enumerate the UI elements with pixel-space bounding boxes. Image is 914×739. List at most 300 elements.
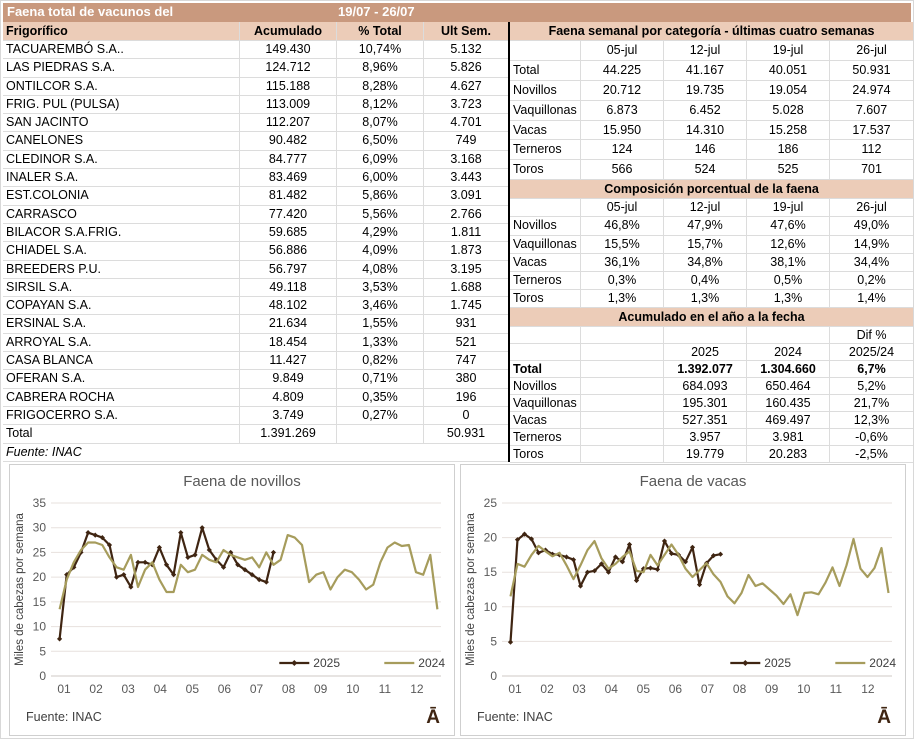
table-cell: 1.304.660	[747, 361, 830, 377]
composition-table	[510, 199, 913, 308]
y-tick-label: 15	[483, 565, 497, 580]
series-marker	[93, 533, 98, 538]
table-cell: 4.627	[450, 78, 482, 93]
table-cell: 5,56%	[337, 206, 424, 223]
table-cell: FRIGOCERRO S.A.	[3, 407, 240, 424]
table-cell: 34,4%	[853, 254, 890, 269]
y-tick-label: 15	[32, 594, 46, 609]
table-cell: BREEDERS P.U.	[3, 261, 240, 278]
table-cell: 0,82%	[337, 352, 424, 369]
x-tick-label: 05	[185, 682, 200, 696]
table-cell	[510, 41, 581, 60]
table-cell	[581, 446, 664, 462]
table-cell	[581, 361, 664, 377]
table-cell: 9.849	[240, 370, 337, 387]
table-cell: 1,3%	[747, 290, 830, 307]
table-cell: 2025/24	[848, 345, 895, 360]
table-row	[3, 334, 508, 352]
table-cell: 6.452	[664, 101, 747, 120]
table-cell: 24.974	[852, 82, 891, 97]
table-cell: BILACOR S.A.FRIG.	[3, 224, 240, 241]
table-cell: 380	[455, 371, 477, 386]
slaughterhouse-table	[3, 22, 508, 462]
table-cell: 1.873	[450, 243, 482, 258]
x-tick-label: 02	[540, 682, 554, 696]
table-row	[3, 242, 508, 260]
y-tick-label: 20	[32, 570, 46, 585]
table-cell: 14.310	[664, 121, 747, 140]
series-marker	[508, 639, 513, 644]
table-cell: 90.482	[240, 132, 337, 149]
table-cell: 3.723	[450, 96, 482, 111]
table-row	[3, 96, 508, 114]
table-cell: SIRSIL S.A.	[3, 279, 240, 296]
table-row	[510, 41, 913, 61]
table-cell: 38,1%	[747, 254, 830, 271]
column-header-ult-sem: Ult Sem.	[440, 24, 491, 38]
table-cell: FRIG. PUL (PULSA)	[3, 96, 240, 113]
chart-canvas	[10, 465, 454, 735]
table-cell: 19-jul	[747, 41, 830, 60]
ytd-table	[510, 327, 913, 463]
table-cell: 83.469	[240, 169, 337, 186]
table-cell: 469.497	[747, 412, 830, 428]
table-cell	[581, 412, 664, 428]
x-tick-label: 07	[249, 682, 264, 696]
table-cell: 650.464	[747, 378, 830, 394]
table-row	[510, 378, 913, 395]
table-cell	[664, 327, 747, 343]
table-cell: Toros	[510, 290, 581, 307]
legend-label: 2025	[313, 656, 341, 671]
series-marker	[178, 530, 183, 535]
series-marker	[143, 560, 148, 565]
table-cell: 684.093	[664, 378, 747, 394]
table-cell: 34,8%	[664, 254, 747, 271]
chart-source: Fuente: INAC	[477, 710, 553, 724]
table-cell: Vacas	[510, 121, 581, 140]
table-row	[3, 132, 508, 150]
series-marker	[718, 552, 723, 557]
table-cell: 46,8%	[581, 217, 664, 234]
series-line-2025	[511, 534, 721, 642]
y-tick-label: 25	[483, 496, 497, 510]
report-date-range: 19/07 - 26/07	[338, 4, 415, 19]
table-cell: Vacas	[510, 254, 581, 271]
table-cell: 5.028	[747, 101, 830, 120]
table-cell: 1,3%	[581, 290, 664, 307]
table-cell: CLEDINOR S.A.	[3, 151, 240, 168]
table-cell: 50.931	[852, 62, 891, 77]
table-cell: 3.981	[747, 429, 830, 445]
table-cell: 0,35%	[337, 389, 424, 406]
table-cell	[581, 327, 664, 343]
table-cell: 0,27%	[337, 407, 424, 424]
y-tick-label: 0	[490, 669, 497, 683]
table-cell: 47,6%	[747, 217, 830, 234]
chart-faena-vacas	[460, 464, 906, 736]
report-title: Faena total de vacunos del	[7, 4, 174, 19]
table-cell: 49.118	[240, 279, 337, 296]
table-cell: 0,3%	[581, 272, 664, 289]
table-cell: 2.766	[450, 206, 482, 221]
table-row	[510, 199, 913, 217]
table-cell: 05-jul	[581, 199, 664, 216]
chart-watermark: Ā	[877, 707, 891, 728]
table-row	[3, 169, 508, 187]
table-cell: 3.168	[450, 151, 482, 166]
table-cell: 15,7%	[664, 236, 747, 253]
series-marker	[135, 560, 140, 565]
table-row	[3, 206, 508, 224]
x-tick-label: 10	[797, 682, 811, 696]
table-cell: 19.735	[664, 81, 747, 100]
table-cell: 3.091	[450, 188, 482, 203]
column-header-frigorifico: Frigorífico	[3, 22, 240, 40]
table-cell: 3.443	[450, 170, 482, 185]
table-cell: 15.950	[581, 121, 664, 140]
series-marker	[271, 550, 276, 555]
table-cell: 527.351	[664, 412, 747, 428]
x-tick-label: 03	[572, 682, 586, 696]
table-cell: 10,74%	[337, 41, 424, 58]
table-cell: 21,7%	[853, 396, 890, 411]
table-cell: 40.051	[747, 61, 830, 80]
table-cell: 84.777	[240, 151, 337, 168]
slaughterhouse-table-header	[3, 22, 508, 41]
table-cell: 3.195	[450, 261, 482, 276]
series-marker	[114, 575, 119, 580]
table-cell: 112	[861, 142, 882, 157]
report-banner	[3, 3, 911, 22]
table-cell: 124	[581, 140, 664, 159]
table-row	[510, 217, 913, 235]
table-row	[3, 315, 508, 333]
table-cell: 3.957	[664, 429, 747, 445]
x-tick-label: 04	[153, 682, 167, 696]
column-header-acumulado: Acumulado	[240, 22, 337, 40]
table-cell: 50.931	[446, 426, 486, 441]
chart-ylabel: Miles de cabezas por semana	[14, 513, 26, 666]
table-row	[510, 81, 913, 101]
table-cell: Terneros	[510, 272, 581, 289]
table-cell: 566	[581, 160, 664, 179]
table-cell: Terneros	[510, 140, 581, 159]
y-tick-label: 25	[32, 545, 46, 560]
series-line-2025	[60, 528, 274, 639]
table-cell: 6.873	[581, 101, 664, 120]
table-cell: 26-jul	[856, 200, 887, 215]
table-cell: 7.607	[855, 102, 888, 117]
table-row	[510, 101, 913, 121]
table-cell: Vaquillonas	[510, 395, 581, 411]
table-cell: 4,29%	[337, 224, 424, 241]
table-cell: 146	[664, 140, 747, 159]
table-cell: 12-jul	[664, 41, 747, 60]
table-cell: Novillos	[510, 378, 581, 394]
table-cell: Novillos	[510, 217, 581, 234]
y-tick-label: 30	[32, 520, 46, 535]
table-cell: 2024	[747, 344, 830, 360]
series-marker	[192, 552, 197, 557]
table-cell: Novillos	[510, 81, 581, 100]
table-cell: Terneros	[510, 429, 581, 445]
table-row	[510, 61, 913, 81]
table-row	[3, 41, 508, 59]
table-cell: CARRASCO	[3, 206, 240, 223]
table-cell: 4,08%	[337, 261, 424, 278]
x-tick-label: 02	[89, 682, 103, 696]
table-cell	[581, 344, 664, 360]
table-cell: 115.188	[240, 78, 337, 95]
legend-label: 2024	[869, 656, 897, 671]
table-cell: 19-jul	[747, 199, 830, 216]
table-row	[510, 290, 913, 308]
table-cell: CASA BLANCA	[3, 352, 240, 369]
table-cell: Dif %	[856, 328, 887, 343]
source-note: Fuente: INAC	[3, 444, 508, 462]
table-row	[3, 279, 508, 297]
table-row	[510, 344, 913, 361]
weekly-table	[510, 41, 913, 180]
table-cell: 19.779	[664, 446, 747, 462]
column-header-pct-total: % Total	[337, 22, 424, 40]
x-tick-label: 04	[604, 682, 618, 696]
table-cell: 15,5%	[581, 236, 664, 253]
series-marker	[264, 579, 269, 584]
table-cell: 17.537	[852, 122, 891, 137]
table-row	[3, 151, 508, 169]
table-cell: Total	[3, 425, 240, 442]
x-tick-label: 12	[410, 682, 424, 696]
table-cell: 113.009	[240, 96, 337, 113]
x-tick-label: 11	[829, 682, 843, 696]
table-cell: SAN JACINTO	[3, 114, 240, 131]
table-cell: 701	[861, 162, 882, 177]
table-row	[3, 297, 508, 315]
x-tick-label: 07	[700, 682, 715, 696]
table-row	[3, 224, 508, 242]
table-cell: 12,3%	[853, 413, 890, 428]
table-cell: 1,33%	[337, 334, 424, 351]
table-cell: 11.427	[240, 352, 337, 369]
table-cell: LAS PIEDRAS S.A.	[3, 59, 240, 76]
table-cell: 1,55%	[337, 315, 424, 332]
table-row	[3, 261, 508, 279]
table-cell: 6,09%	[337, 151, 424, 168]
table-row	[3, 114, 508, 132]
chart-canvas	[461, 465, 905, 735]
table-row	[3, 407, 508, 425]
table-cell	[581, 429, 664, 445]
table-cell: 196	[455, 389, 477, 404]
table-cell: 160.435	[747, 395, 830, 411]
series-marker	[185, 555, 190, 560]
table-cell: 05-jul	[581, 41, 664, 60]
table-cell: 19.054	[747, 81, 830, 100]
table-row	[510, 327, 913, 344]
table-cell: OFERAN S.A.	[3, 370, 240, 387]
table-cell: 5.132	[450, 42, 482, 56]
table-cell: 521	[455, 334, 477, 349]
chart-ylabel: Miles de cabezas por semana	[465, 513, 477, 666]
y-tick-label: 5	[490, 634, 497, 649]
table-cell	[510, 344, 581, 360]
table-cell: Toros	[510, 160, 581, 179]
table-cell: 49,0%	[853, 218, 890, 233]
table-cell: 2025	[664, 344, 747, 360]
table-cell: 6,00%	[337, 169, 424, 186]
table-cell: 112.207	[240, 114, 337, 131]
table-cell: 48.102	[240, 297, 337, 314]
table-cell: 3,46%	[337, 297, 424, 314]
table-cell: 1,3%	[664, 290, 747, 307]
table-cell: 8,28%	[337, 78, 424, 95]
table-cell: INALER S.A.	[3, 169, 240, 186]
legend-label: 2025	[764, 656, 792, 671]
table-cell: Toros	[510, 446, 581, 462]
table-cell: 6,7%	[857, 362, 886, 377]
table-cell	[337, 425, 424, 442]
table-row	[510, 395, 913, 412]
x-tick-label: 09	[314, 682, 328, 696]
table-row	[3, 389, 508, 407]
table-cell: 12-jul	[664, 199, 747, 216]
table-cell: 1.688	[450, 279, 482, 294]
x-tick-label: 09	[765, 682, 779, 696]
table-cell: 59.685	[240, 224, 337, 241]
table-cell: CHIADEL S.A.	[3, 242, 240, 259]
table-cell: TACUAREMBÓ S.A..	[3, 41, 240, 58]
table-cell: EST.COLONIA	[3, 187, 240, 204]
table-cell: 56.886	[240, 242, 337, 259]
table-cell: 4.701	[450, 115, 482, 130]
composition-section-title: Composición porcentual de la faena	[510, 180, 913, 199]
table-cell: 8,12%	[337, 96, 424, 113]
table-cell: 3,53%	[337, 279, 424, 296]
series-marker	[648, 565, 653, 570]
table-cell: 8,96%	[337, 59, 424, 76]
table-row	[3, 78, 508, 96]
table-row	[510, 446, 913, 463]
table-cell: COPAYAN S.A.	[3, 297, 240, 314]
table-cell: 4,09%	[337, 242, 424, 259]
ytd-section-title: Acumulado en el año a la fecha	[510, 308, 913, 327]
chart-title: Faena de novillos	[183, 473, 301, 490]
table-cell: 6,50%	[337, 132, 424, 149]
table-cell: 186	[747, 140, 830, 159]
x-tick-label: 06	[217, 682, 232, 696]
table-cell: Vaquillonas	[510, 236, 581, 253]
table-cell: 8,07%	[337, 114, 424, 131]
table-row	[3, 352, 508, 370]
table-cell: 3.749	[240, 407, 337, 424]
table-cell: 47,9%	[664, 217, 747, 234]
table-cell: 525	[747, 160, 830, 179]
table-cell: 41.167	[664, 61, 747, 80]
table-cell: 1,4%	[857, 291, 886, 306]
table-cell: 1.392.077	[664, 361, 747, 377]
table-row	[510, 272, 913, 290]
series-marker	[57, 636, 62, 641]
table-cell: Total	[510, 61, 581, 80]
table-row	[3, 425, 508, 443]
series-marker	[85, 530, 90, 535]
table-row	[510, 429, 913, 446]
x-tick-label: 12	[861, 682, 875, 696]
table-cell: 747	[455, 353, 477, 368]
table-cell: 26-jul	[856, 43, 887, 57]
y-tick-label: 10	[483, 599, 497, 614]
table-cell: 20.712	[581, 81, 664, 100]
table-cell	[510, 199, 581, 216]
table-cell: 5.826	[450, 60, 482, 75]
table-cell: 44.225	[581, 61, 664, 80]
x-tick-label: 08	[281, 682, 296, 696]
table-cell: 14,9%	[853, 236, 890, 251]
table-cell: 931	[455, 316, 477, 331]
weekly-section-title: Faena semanal por categoría - últimas cuatro semanas	[510, 22, 913, 41]
series-marker	[200, 525, 205, 530]
table-row	[510, 140, 913, 160]
table-cell: 21.634	[240, 315, 337, 332]
table-cell: 56.797	[240, 261, 337, 278]
table-cell: Total	[510, 361, 581, 377]
legend-marker	[291, 660, 297, 666]
x-tick-label: 08	[732, 682, 747, 696]
table-row	[510, 160, 913, 180]
legend-marker	[742, 660, 748, 666]
x-tick-label: 01	[57, 682, 71, 696]
y-tick-label: 5	[39, 644, 46, 659]
table-cell: ONTILCOR S.A.	[3, 78, 240, 95]
y-tick-label: 20	[483, 530, 497, 545]
table-cell: 15.258	[747, 121, 830, 140]
table-cell: CABRERA ROCHA	[3, 389, 240, 406]
series-line-2024	[511, 539, 889, 615]
table-row	[510, 254, 913, 272]
table-cell: Vaquillonas	[510, 101, 581, 120]
table-cell: 0,5%	[747, 272, 830, 289]
table-row	[510, 412, 913, 429]
x-tick-label: 01	[508, 682, 522, 696]
series-marker	[697, 582, 702, 587]
x-tick-label: 03	[121, 682, 135, 696]
chart-faena-novillos	[9, 464, 455, 736]
table-cell: 77.420	[240, 206, 337, 223]
x-tick-label: 06	[668, 682, 683, 696]
table-cell	[581, 395, 664, 411]
series-marker	[655, 567, 660, 572]
table-cell: 0	[462, 407, 470, 422]
table-row	[510, 121, 913, 141]
table-cell	[510, 327, 581, 343]
table-cell: 1.811	[450, 224, 482, 239]
table-cell: 124.712	[240, 59, 337, 76]
chart-watermark: Ā	[426, 707, 440, 728]
slaughterhouse-table-body	[3, 41, 508, 425]
table-cell	[747, 327, 830, 343]
table-cell: 749	[455, 133, 477, 148]
table-cell: ERSINAL S.A.	[3, 315, 240, 332]
table-cell: 149.430	[240, 41, 337, 58]
table-cell: 20.283	[747, 446, 830, 462]
chart-title: Faena de vacas	[639, 473, 747, 490]
table-cell: 195.301	[664, 395, 747, 411]
y-tick-label: 0	[39, 669, 46, 683]
table-cell: Vacas	[510, 412, 581, 428]
table-cell: 81.482	[240, 187, 337, 204]
